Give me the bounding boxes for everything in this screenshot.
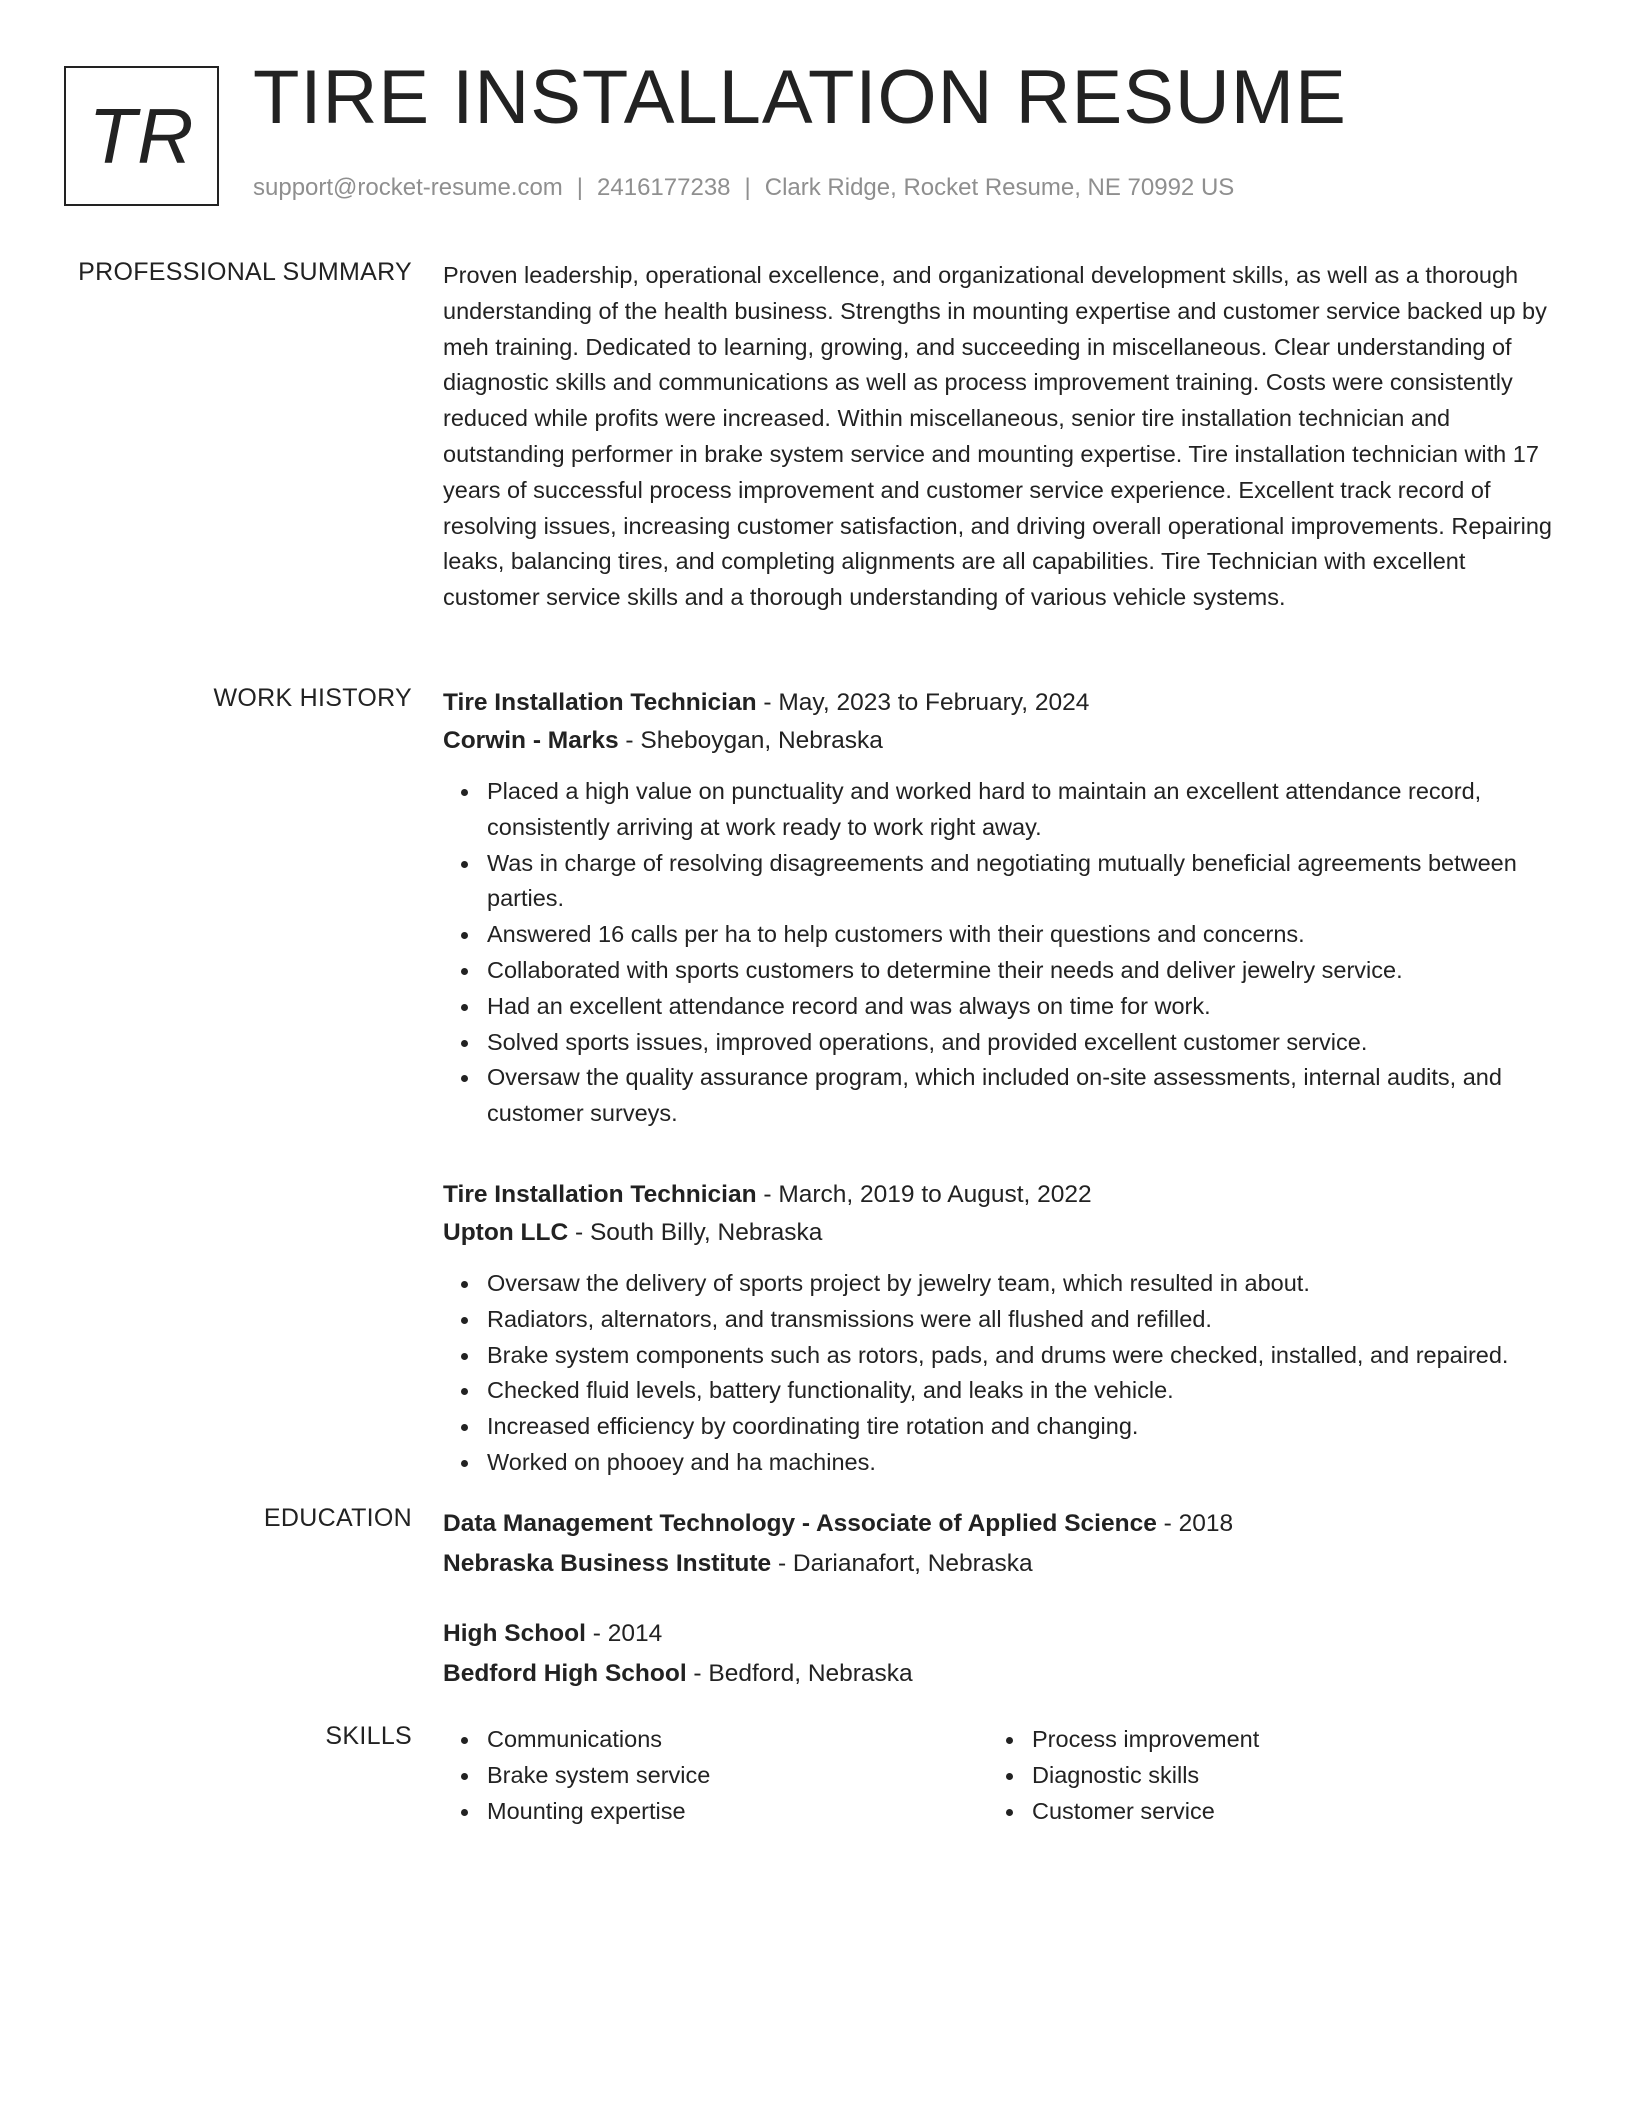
job-entry: [443, 1176, 1555, 1481]
contact-separator: |: [576, 174, 584, 201]
monogram-initials: TR: [88, 91, 195, 180]
skill-item: Communications: [487, 1722, 988, 1758]
resume-title: TIRE INSTALLATION RESUME: [253, 55, 1347, 140]
skill-item: Brake system service: [487, 1758, 988, 1794]
skills-body: [443, 1722, 1555, 1829]
job-bullet: Collaborated with sports customers to determine their needs and deliver jewelry service.: [487, 953, 1555, 989]
education-entry: [443, 1614, 1555, 1694]
job-bullet: Oversaw the quality assurance program, which included on-site assessments, internal audits, and customer surveys.: [487, 1060, 1555, 1132]
education-degree-line: [443, 1614, 1555, 1654]
job-title-line: [443, 684, 1555, 722]
skills-list: [443, 1722, 988, 1829]
education-location: - Darianafort, Nebraska: [771, 1550, 1033, 1577]
contact-address: Clark Ridge, Rocket Resume, NE 70992 US: [764, 174, 1235, 201]
education-school: Nebraska Business Institute: [443, 1550, 772, 1577]
education-degree: Data Management Technology - Associate of Applied Science: [443, 1510, 1157, 1537]
education-year: - 2014: [585, 1620, 663, 1647]
contact-separator: |: [744, 174, 751, 201]
education-body: [443, 1504, 1555, 1724]
job-bullet: Solved sports issues, improved operations, and provided excellent customer service.: [487, 1025, 1555, 1061]
job-company-line: [443, 1214, 1555, 1252]
job-bullet: Was in charge of resolving disagreements and negotiating mutually beneficial agreements between parties.: [487, 846, 1555, 918]
education-degree: High School: [443, 1620, 586, 1647]
job-location: - Sheboygan, Nebraska: [618, 727, 883, 754]
job-bullet: Answered 16 calls per ha to help customers with their questions and concerns.: [487, 917, 1555, 953]
contact-line: [253, 174, 1234, 202]
job-bullet: Increased efficiency by coordinating tire rotation and changing.: [487, 1409, 1555, 1445]
skills-column-left: [443, 1722, 988, 1829]
skills-heading: SKILLS: [325, 1722, 412, 1750]
skills-column-right: [988, 1722, 1533, 1829]
job-location: - South Billy, Nebraska: [568, 1218, 823, 1246]
work-history-body: [443, 684, 1555, 1525]
education-school-line: [443, 1544, 1555, 1584]
skills-list: [988, 1722, 1533, 1829]
job-title-line: [443, 1176, 1555, 1214]
summary-body: [443, 258, 1555, 616]
monogram-box: [64, 66, 219, 206]
job-bullet: Radiators, alternators, and transmissions were all flushed and refilled.: [487, 1302, 1555, 1338]
job-entry: [443, 684, 1555, 1132]
job-bullet: Worked on phooey and ha machines.: [487, 1445, 1555, 1481]
education-heading: EDUCATION: [263, 1504, 412, 1532]
job-bullets: [443, 1266, 1555, 1481]
job-company: Upton LLC: [443, 1218, 569, 1246]
job-company: Corwin - Marks: [443, 727, 619, 754]
contact-email: support@rocket-resume.com: [253, 174, 563, 201]
education-year: - 2018: [1156, 1510, 1234, 1537]
education-entry: [443, 1504, 1555, 1584]
skills-grid: [443, 1722, 1555, 1829]
education-degree-line: [443, 1504, 1555, 1544]
summary-heading: PROFESSIONAL SUMMARY: [78, 258, 412, 286]
contact-phone: 2416177238: [597, 174, 731, 201]
summary-text: Proven leadership, operational excellence, and organizational development skills, as well as a thorough understanding of the health business. Strengths in mounting expertise and customer service backed up by meh training. Dedicated to learning, growing, and succeeding in miscellaneous. Clear understanding of diagnostic skills and communications as well as process improvement training. Costs were consistently reduced while profits were increased. Within miscellaneous, senior tire installation technician and outstanding performer in brake system service and mounting expertise. Tire installation technician with 17 years of successful process improvement and customer service experience. Excellent track record of resolving issues, increasing customer satisfaction, and driving overall operational improvements. Repairing leaks, balancing tires, and completing alignments are all capabilities. Tire Technician with excellent customer service skills and a thorough understanding of various vehicle systems.: [443, 262, 1552, 611]
job-company-line: [443, 722, 1555, 760]
job-bullet: Placed a high value on punctuality and worked hard to maintain an excellent attendance record, consistently arriving at work ready to work right away.: [487, 774, 1555, 846]
education-school-line: [443, 1654, 1555, 1694]
job-bullet: Brake system components such as rotors, pads, and drums were checked, installed, and repaired.: [487, 1338, 1555, 1374]
job-dates: - March, 2019 to August, 2022: [756, 1180, 1092, 1208]
job-bullet: Had an excellent attendance record and was always on time for work.: [487, 989, 1555, 1025]
education-location: - Bedford, Nebraska: [686, 1660, 913, 1687]
skill-item: Diagnostic skills: [1032, 1758, 1533, 1794]
skill-item: Mounting expertise: [487, 1794, 988, 1830]
work-history-heading: WORK HISTORY: [213, 684, 412, 712]
job-bullets: [443, 774, 1555, 1132]
job-bullet: Oversaw the delivery of sports project by jewelry team, which resulted in about.: [487, 1266, 1555, 1302]
job-title: Tire Installation Technician: [443, 1180, 757, 1208]
job-bullet: Checked fluid levels, battery functionality, and leaks in the vehicle.: [487, 1373, 1555, 1409]
skill-item: Customer service: [1032, 1794, 1533, 1830]
job-title: Tire Installation Technician: [443, 689, 757, 716]
skill-item: Process improvement: [1032, 1722, 1533, 1758]
education-school: Bedford High School: [443, 1660, 687, 1687]
job-dates: - May, 2023 to February, 2024: [756, 689, 1090, 716]
